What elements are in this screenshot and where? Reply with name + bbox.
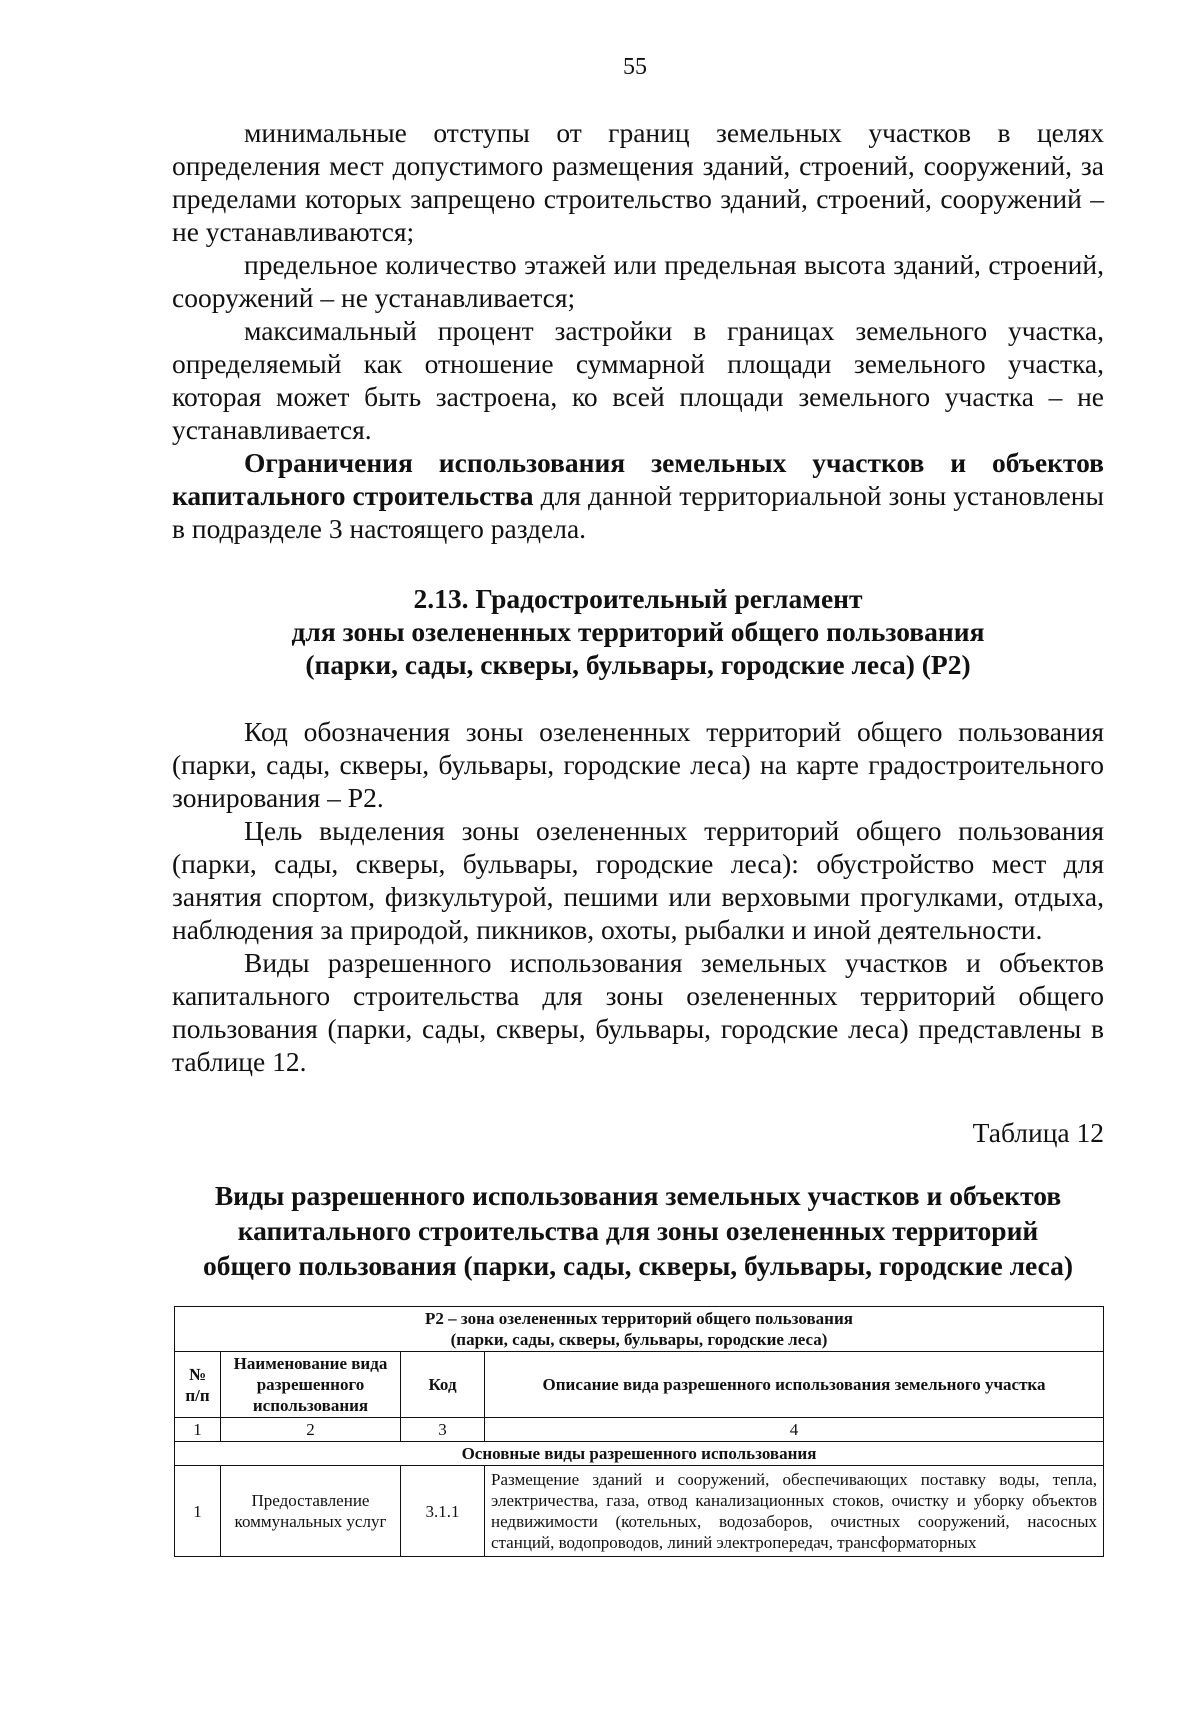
col-index-4: 4 bbox=[485, 1418, 1104, 1442]
col-header-num-line2: п/п bbox=[185, 1385, 210, 1405]
top-text-block bbox=[172, 116, 1104, 545]
zone-header-cell bbox=[175, 1307, 1104, 1352]
paragraph-building-percent: максимальный процент застройки в границах земельного участка, определяемый как отношение суммарной площади земельного участка, которая может быть застроена, ко всей площади земельного участка – не устанавливается. bbox=[172, 315, 1104, 445]
paragraph-zone-code: Код обозначения зоны озелененных территорий общего пользования (парки, сады, скверы, бульвары, городские леса) на карте градостроительного зонирования – Р2. bbox=[172, 716, 1104, 813]
table-caption: Таблица 12 bbox=[972, 1117, 1104, 1148]
column-index-row bbox=[175, 1418, 1104, 1442]
zone-header-line1: Р2 – зона озелененных территорий общего пользования bbox=[425, 1309, 853, 1328]
paragraph-restrictions bbox=[172, 446, 1104, 545]
paragraph-zone-purpose: Цель выделения зоны озелененных территорий общего пользования (парки, сады, скверы, бульвары, городские леса): обустройство мест для занятия спортом, физкультурой, пешими или верховыми прогулками, отдыха, наблюдения за природой, пикников, охоты, рыбалки и иной деятельности. bbox=[172, 815, 1104, 945]
col-header-name: Наименование вида разрешенного использования bbox=[221, 1352, 401, 1418]
restrictions-bold-lead: Ограничения использования земельных участков и объектов капитального строительства bbox=[172, 447, 1104, 511]
restrictions-rest: для данной территориальной зоны установлены в подразделе 3 настоящего раздела. bbox=[172, 480, 1104, 544]
group-header-row bbox=[175, 1442, 1104, 1466]
paragraph-floors: предельное количество этажей или предельная высота зданий, строений, сооружений – не устанавливается; bbox=[172, 249, 1104, 313]
col-header-code: Код bbox=[401, 1352, 485, 1418]
zone-header-line2: (парки, сады, скверы, бульвары, городские леса) bbox=[450, 1330, 828, 1349]
row-desc-cell: Размещение зданий и сооружений, обеспечивающих поставку воды, тепла, электричества, газа, отвод канализационных стоков, очистку и уборку объектов недвижимости (котельных, водозаборов, очистных сооружений, насосных станций, водопроводов, линий электропередач, трансформаторных bbox=[485, 1466, 1104, 1557]
row-num-cell: 1 bbox=[175, 1466, 221, 1557]
page-number: 55 bbox=[623, 54, 647, 80]
row-name-cell: Предоставление коммунальных услуг bbox=[221, 1466, 401, 1557]
column-header-row bbox=[175, 1352, 1104, 1418]
group-header-cell: Основные виды разрешенного использования bbox=[175, 1442, 1104, 1466]
table-row bbox=[175, 1466, 1104, 1557]
col-header-num-line1: № bbox=[188, 1364, 207, 1384]
paragraph-permitted-uses: Виды разрешенного использования земельных участков и объектов капитального строительства для зоны озелененных территорий общего пользования (парки, сады, скверы, бульвары, городские леса) представлены в таблице 12. bbox=[172, 947, 1104, 1077]
table-title-line2: капитального строительства для зоны озелененных территорий bbox=[237, 1215, 1039, 1246]
col-index-1: 1 bbox=[175, 1418, 221, 1442]
zone-header-row bbox=[175, 1307, 1104, 1352]
col-index-3: 3 bbox=[401, 1418, 485, 1442]
col-header-desc: Описание вида разрешенного использования земельного участка bbox=[485, 1352, 1104, 1418]
table-title-line1: Виды разрешенного использования земельных участков и объектов bbox=[214, 1180, 1062, 1211]
paragraph-setbacks: минимальные отступы от границ земельных участков в целях определения мест допустимого размещения зданий, строений, сооружений, за пределами которых запрещено строительство зданий, строений, сооружений – не устанавливаются; bbox=[172, 117, 1104, 247]
col-index-2: 2 bbox=[221, 1418, 401, 1442]
section-heading bbox=[172, 582, 1104, 681]
table-title bbox=[172, 1178, 1104, 1283]
section-heading-line1: 2.13. Градостроительный регламент bbox=[413, 583, 863, 614]
table-title-line3: общего пользования (парки, сады, скверы, бульвары, городские леса) bbox=[202, 1250, 1074, 1281]
section-text-block bbox=[172, 715, 1104, 1078]
section-heading-line3: (парки, сады, скверы, бульвары, городские леса) (Р2) bbox=[305, 649, 971, 680]
col-header-num bbox=[175, 1352, 221, 1418]
section-heading-line2: для зоны озелененных территорий общего пользования bbox=[291, 616, 985, 647]
permitted-uses-table bbox=[174, 1306, 1104, 1557]
row-code-cell: 3.1.1 bbox=[401, 1466, 485, 1557]
